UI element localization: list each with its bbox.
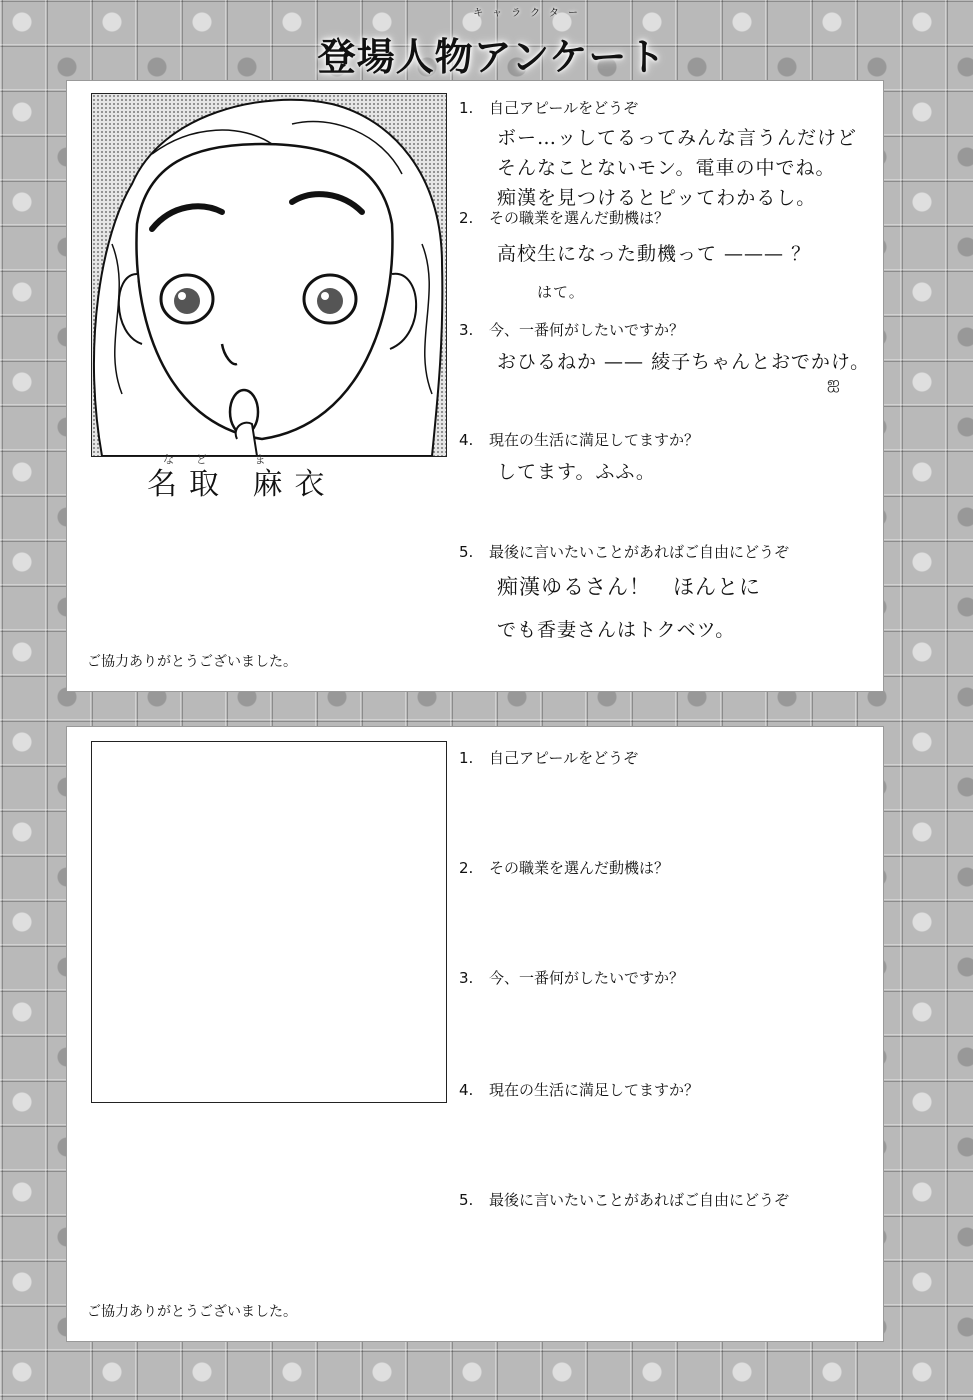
answer-3-line-1: おひるねか —— 綾子ちゃんとおでかけ。: [497, 351, 871, 373]
question-number: 2.: [459, 209, 474, 227]
question-number: 2.: [459, 859, 474, 877]
doodle-mark: ஐ: [827, 373, 840, 392]
question-5: [459, 541, 789, 562]
question-5: [459, 1189, 789, 1210]
answer-1-line-1: ボー…ッしてるってみんな言うんだけど: [497, 127, 858, 149]
character-portrait: [91, 93, 447, 457]
question-1: [459, 747, 638, 768]
answer-2-line-1: 高校生になった動機って ——— ？: [497, 243, 812, 265]
question-4: [459, 1079, 699, 1100]
question-4: [459, 429, 699, 450]
question-number: 3.: [459, 321, 474, 339]
questionnaire-card-filled: [66, 80, 884, 692]
answer-2-line-2: はて。: [537, 283, 585, 301]
question-1: [459, 97, 638, 118]
page-header: [0, 0, 973, 80]
questionnaire-card-blank: [66, 726, 884, 1342]
question-number: 4.: [459, 431, 474, 449]
page-title: 登場人物アンケート: [317, 35, 667, 79]
question-text: 自己アピールをどうぞ: [489, 749, 639, 767]
question-number: 5.: [459, 1191, 474, 1209]
question-3: [459, 319, 684, 340]
question-text: 現在の生活に満足してますか？: [489, 1081, 700, 1099]
answer-5-line-1: 痴漢ゆるさん！ ほんとに: [497, 575, 761, 599]
answer-1-line-3: 痴漢を見つけるとピッてわかるし。: [497, 187, 817, 209]
question-number: 5.: [459, 543, 474, 561]
question-text: 今、一番何がしたいですか？: [489, 321, 685, 339]
portrait-frame-empty: [91, 741, 447, 1103]
answer-1-line-2: そんなことないモン。電車の中でね。: [497, 157, 836, 179]
question-text: 自己アピールをどうぞ: [489, 99, 639, 117]
question-number: 1.: [459, 99, 474, 117]
question-text: 最後に言いたいことがあればご自由にどうぞ: [489, 1191, 790, 1209]
thanks-message: ご協力ありがとうございました。: [87, 1304, 297, 1320]
question-number: 1.: [459, 749, 474, 767]
thanks-message: ご協力ありがとうございました。: [87, 654, 297, 670]
question-text: 最後に言いたいことがあればご自由にどうぞ: [489, 543, 790, 561]
question-2: [459, 207, 669, 228]
answer-5-line-2: でも香妻さんはトクベツ。: [497, 619, 736, 641]
question-number: 3.: [459, 969, 474, 987]
question-2: [459, 857, 669, 878]
question-text: 今、一番何がしたいですか？: [489, 969, 685, 987]
question-text: 現在の生活に満足してますか？: [489, 431, 700, 449]
signature-ruby: など ま: [163, 453, 288, 466]
title-ruby: キャラクター: [473, 8, 587, 19]
character-name-signature: 名取 麻衣: [147, 467, 337, 502]
question-number: 4.: [459, 1081, 474, 1099]
question-text: その職業を選んだ動機は？: [489, 859, 670, 877]
question-3: [459, 967, 684, 988]
answer-4-line-1: してます。ふふ。: [497, 461, 656, 483]
question-text: その職業を選んだ動機は？: [489, 209, 670, 227]
character-portrait-illustration: [92, 94, 446, 456]
